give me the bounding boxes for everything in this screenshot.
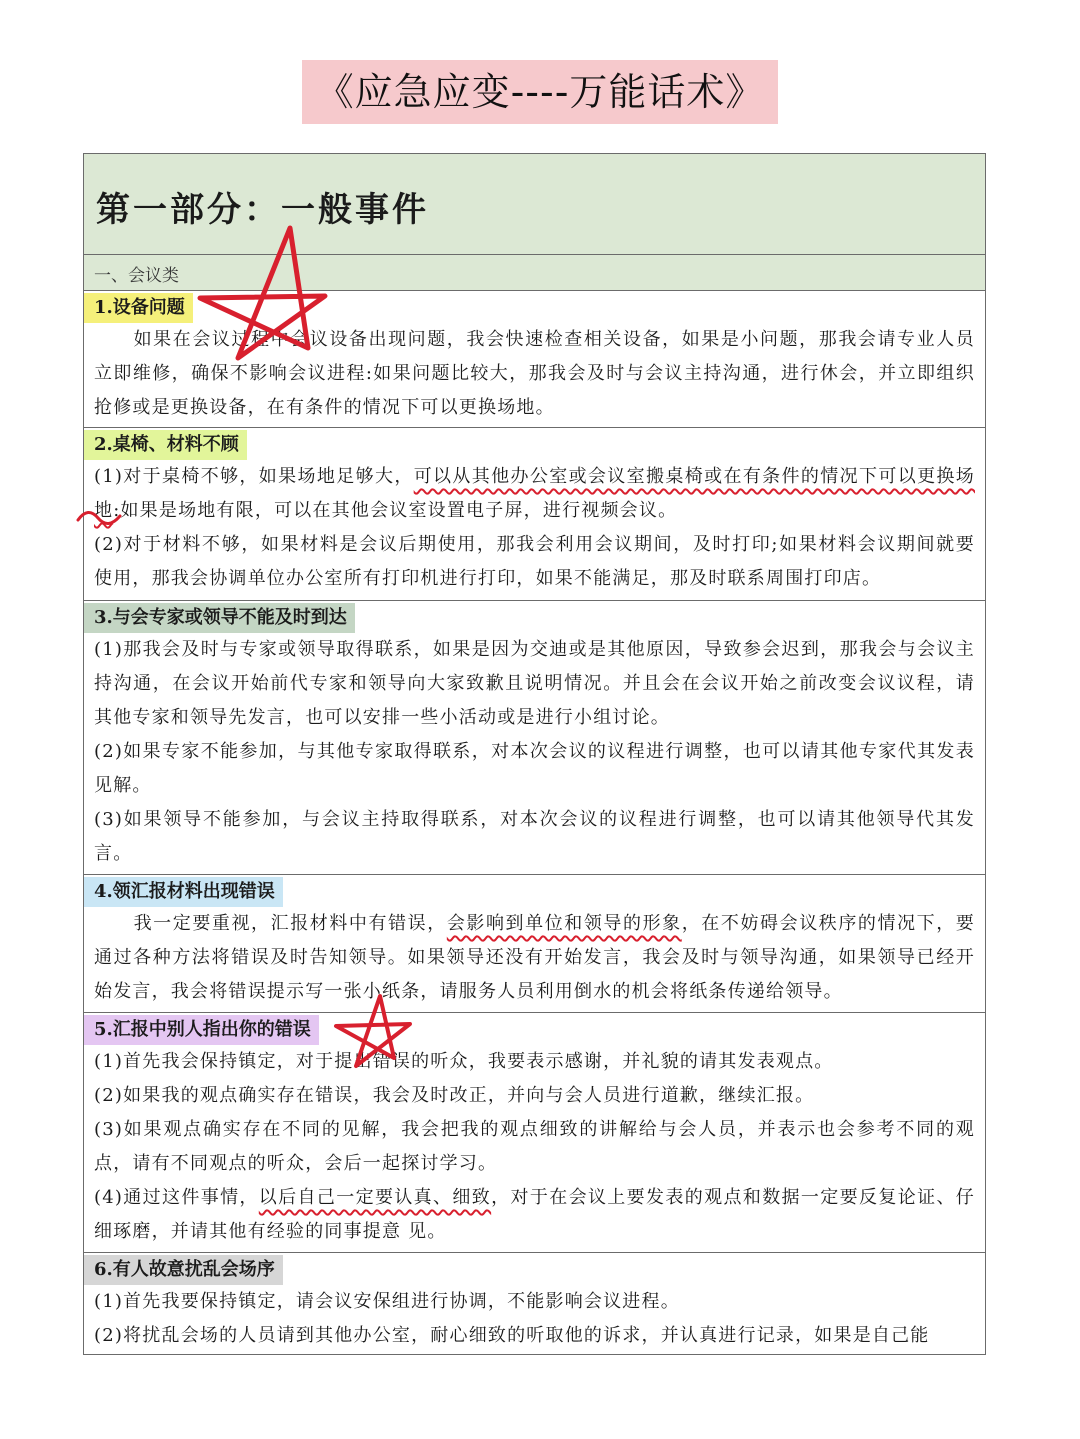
paragraph: (1)首先我会保持镇定，对于提出错误的听众，我要表示感谢，并礼貌的请其发表观点。 (94, 1051, 834, 1072)
underlined-text: 以后自己一定要认真、细致 (258, 1187, 492, 1208)
paragraph: (1)首先我要保持镇定，请会议安保组进行协调，不能影响会议进程。 (94, 1291, 680, 1312)
category-header: 一、会议类 (84, 255, 985, 291)
paragraph: 我一定要重视，汇报材料中有错误，会影响到单位和领导的形象，在不妨碍会议秩序的情况下，要通过各种方法将错误及时告知领导。如果领导还没有开始发言，我会及时与领导沟通，如果领导已经开始发言，我会将错误提示写一张小纸条，请服务人员利用倒水的机会将纸条传递给领导。 (94, 913, 975, 1002)
paragraph: (2)如果专家不能参加，与其他专家取得联系，对本次会议的议程进行调整，也可以请其他专家代其发表见解。 (94, 741, 975, 796)
section-1 (84, 291, 985, 428)
page-title: 《应急应变----万能话术》 (302, 60, 779, 124)
section-title: 6.有人故意扰乱会场序 (84, 1255, 283, 1285)
section-title: 1.设备问题 (84, 293, 193, 323)
section-title: 4.领汇报材料出现错误 (84, 877, 283, 907)
paragraph: (1)对于桌椅不够，如果场地足够大，可以从其他办公室或会议室搬桌椅或在有条件的情况下可以更换场地:如果是场地有限，可以在其他会议室设置电子屏，进行视频会议。 (94, 466, 975, 521)
section-title: 2.桌椅、材料不顾 (84, 430, 247, 460)
underlined-text: 可以从其他办公室或会议室搬桌椅或在有条件的情况下可以更换场地 (94, 466, 975, 521)
section-2 (84, 428, 985, 601)
paragraph: 如果在会议过程中会议设备出现问题，我会快速检查相关设备，如果是小问题，那我会请专业人员立即维修，确保不影响会议进程:如果问题比较大，那我会及时与会议主持沟通，进行休会，并立即组织抢修或是更换设备，在有条件的情况下可以更换场地。 (94, 329, 975, 418)
part-header: 第一部分：一般事件 (84, 154, 985, 255)
section-title: 5.汇报中别人指出你的错误 (84, 1015, 319, 1045)
paragraph: (2)对于材料不够，如果材料是会议后期使用，那我会利用会议期间，及时打印;如果材料会议期间就要使用，那我会协调单位办公室所有打印机进行打印，如果不能满足，那及时联系周围打印店。 (94, 534, 975, 589)
section-5 (84, 1013, 985, 1253)
paragraph: (4)通过这件事情，以后自己一定要认真、细致，对于在会议上要发表的观点和数据一定要反复论证、仔细琢磨，并请其他有经验的同事提意 见。 (94, 1187, 976, 1242)
paragraph: (2)如果我的观点确实存在错误，我会及时改正，并向与会人员进行道歉，继续汇报。 (94, 1085, 815, 1106)
paragraph: (3)如果领导不能参加，与会议主持取得联系，对本次会议的议程进行调整，也可以请其他领导代其发言。 (94, 809, 975, 864)
paragraph: (1)那我会及时与专家或领导取得联系，如果是因为交迪或是其他原因，导致参会迟到，那我会与会议主持沟通，在会议开始前代专家和领导向大家致歉且说明情况。并且会在会议开始之前改变会议议程，请其他专家和领导先发言，也可以安排一些小活动或是进行小组讨论。 (94, 639, 975, 728)
paragraph: (2)将扰乱会场的人员请到其他办公室，耐心细致的听取他的诉求，并认真进行记录，如果是自己能 (94, 1325, 930, 1346)
document-table (83, 153, 986, 1355)
paragraph: (3)如果观点确实存在不同的见解，我会把我的观点细致的讲解给与会人员，并表示也会参考不同的观点，请有不同观点的听众，会后一起探讨学习。 (94, 1119, 975, 1174)
underlined-text: 会影响到单位和领导的形象 (446, 913, 682, 934)
section-title: 3.与会专家或领导不能及时到达 (84, 603, 355, 633)
section-3 (84, 601, 985, 875)
title-wrap (0, 60, 1080, 124)
section-6 (84, 1253, 985, 1353)
section-4 (84, 875, 985, 1013)
